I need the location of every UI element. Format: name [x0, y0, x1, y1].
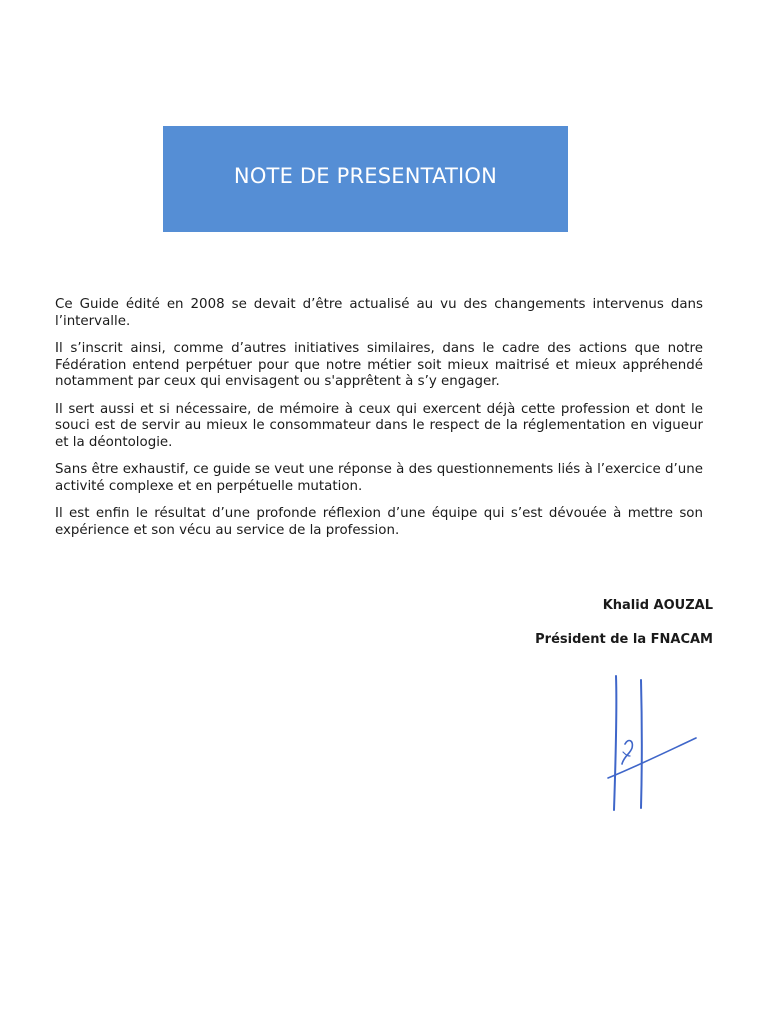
- page-title: NOTE DE PRESENTATION: [233, 164, 498, 188]
- paragraph: Il s’inscrit ainsi, comme d’autres initiatives similaires, dans le cadre des actions que notre Fédération entend perpétuer pour que notre métier soit mieux maitrisé et mieux appréhendé notamment par ceux qui envisagent ou s'apprêtent à s’y engager.: [55, 341, 703, 389]
- paragraph: Il sert aussi et si nécessaire, de mémoire à ceux qui exercent déjà cette profession et dont le souci est de servir au mieux le consommateur dans le respect de la réglementation en vigueur et la déontologie.: [55, 401, 703, 450]
- body-text: [55, 297, 703, 550]
- title-banner: [163, 126, 568, 232]
- signatory-name: Khalid AOUZAL: [602, 598, 713, 613]
- signatory-role: Président de la FNACAM: [535, 632, 713, 647]
- paragraph: Il est enfin le résultat d’une profonde réflexion d’une équipe qui s’est dévouée à mettre son expérience et son vécu au service de la profession.: [55, 506, 703, 538]
- signature-image: [578, 660, 706, 816]
- paragraph: Sans être exhaustif, ce guide se veut une réponse à des questionnements liés à l’exercice d’une activité complexe et en perpétuelle mutation.: [55, 462, 703, 494]
- paragraph: Ce Guide édité en 2008 se devait d’être actualisé au vu des changements intervenus dans l’intervalle.: [55, 297, 703, 329]
